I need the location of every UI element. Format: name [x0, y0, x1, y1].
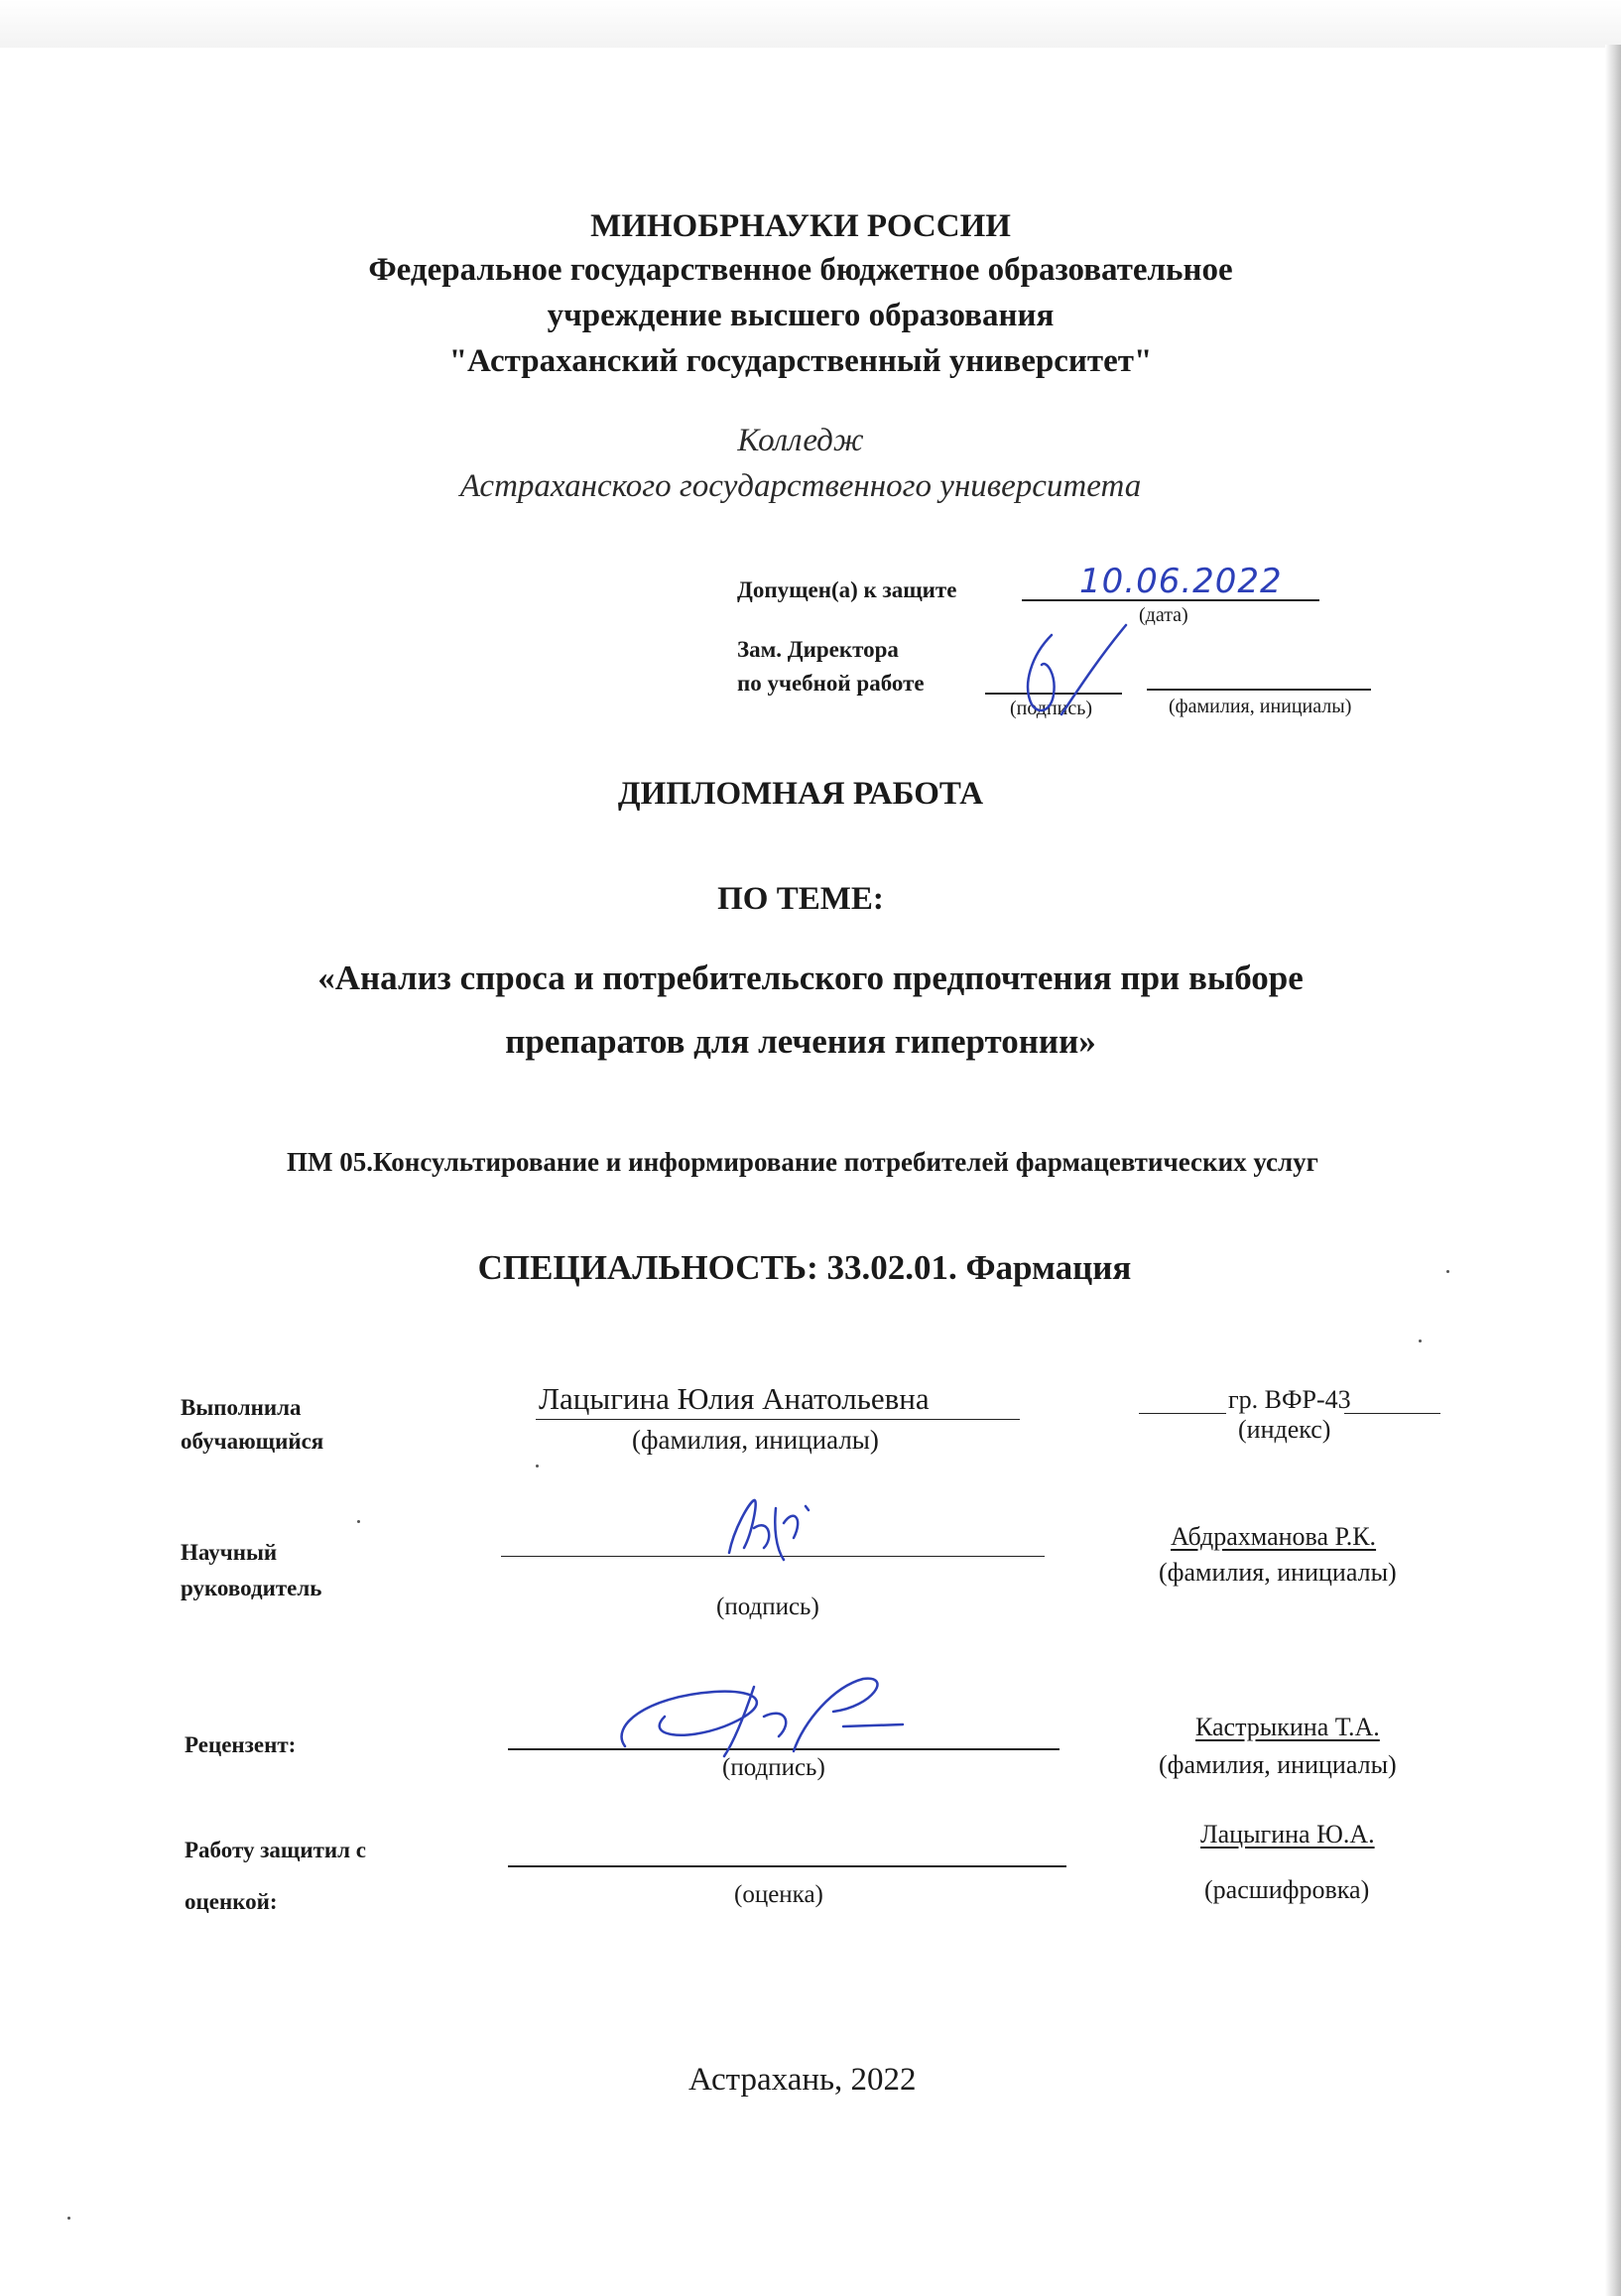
deputy-signature — [1002, 615, 1141, 724]
student-name: Лацыгина Юлия Анатольевна — [539, 1381, 930, 1416]
group-line-left — [1139, 1413, 1226, 1414]
college-line-1: Колледж — [737, 423, 864, 458]
scan-speck — [67, 2217, 70, 2220]
scan-speck — [357, 1520, 360, 1523]
topic-label: ПО ТЕМЕ: — [717, 881, 884, 917]
work-type: ДИПЛОМНАЯ РАБОТА — [617, 776, 984, 812]
student-label-1: Выполнила — [181, 1395, 302, 1420]
defense-name: Лацыгина Ю.А. — [1200, 1820, 1375, 1849]
reviewer-name-caption: (фамилия, инициалы) — [1159, 1750, 1397, 1779]
student-name-line — [536, 1419, 1020, 1420]
city-year: Астрахань, 2022 — [688, 2062, 917, 2098]
supervisor-signature-caption: (подпись) — [716, 1594, 819, 1620]
topic-line-1: «Анализ спроса и потребительского предпочтения при выборе — [317, 958, 1304, 997]
student-name-caption: (фамилия, инициалы) — [632, 1425, 879, 1455]
scan-speck — [536, 1465, 539, 1467]
grade-caption: (оценка) — [734, 1881, 823, 1908]
deputy-label-1: Зам. Директора — [737, 637, 899, 662]
topic-line-2: препаратов для лечения гипертонии» — [505, 1022, 1096, 1061]
reviewer-signature-caption: (подпись) — [722, 1754, 825, 1781]
admission-label: Допущен(а) к защите — [737, 577, 957, 602]
student-label-2: обучающийся — [181, 1429, 324, 1454]
supervisor-name-caption: (фамилия, инициалы) — [1159, 1558, 1397, 1587]
institution-line-1: Федеральное государственное бюджетное образовательное — [368, 252, 1233, 288]
specialty: СПЕЦИАЛЬНОСТЬ: 33.02.01. Фармация — [477, 1248, 1132, 1287]
grade-line — [508, 1865, 1066, 1867]
reviewer-name: Кастрыкина Т.А. — [1195, 1713, 1380, 1741]
scan-top-shadow — [0, 0, 1621, 48]
supervisor-label-2: руководитель — [181, 1576, 322, 1600]
supervisor-name: Абдрахманова Р.К. — [1171, 1522, 1377, 1551]
student-group: гр. ВФР-43 — [1228, 1385, 1351, 1414]
deputy-signature-caption: (подпись) — [1010, 698, 1093, 719]
supervisor-signature — [714, 1488, 823, 1568]
reviewer-label: Рецензент: — [185, 1732, 297, 1757]
date-caption: (дата) — [1139, 604, 1188, 626]
scan-speck — [1419, 1339, 1422, 1342]
deputy-label-2: по учебной работе — [737, 671, 925, 696]
defense-name-caption: (расшифровка) — [1204, 1875, 1370, 1904]
group-caption: (индекс) — [1238, 1415, 1331, 1444]
deputy-name-caption: (фамилия, инициалы) — [1169, 696, 1352, 717]
supervisor-label-1: Научный — [181, 1540, 278, 1565]
college-line-2: Астраханского государственного университета — [459, 468, 1142, 504]
defense-label-2: оценкой: — [185, 1889, 278, 1914]
university-name: "Астраханский государственный университет" — [448, 343, 1153, 379]
admission-date: 10.06.2022 — [1079, 562, 1283, 601]
defense-label-1: Работу защитил с — [185, 1838, 367, 1862]
scan-speck — [1446, 1270, 1449, 1273]
ministry-name: МИНОБРНАУКИ РОССИИ — [590, 208, 1011, 244]
group-line-right — [1344, 1413, 1440, 1414]
institution-line-2: учреждение высшего образования — [547, 298, 1055, 333]
professional-module: ПМ 05.Консультирование и информирование потребителей фармацевтических услуг — [287, 1147, 1318, 1177]
deputy-name-line — [1147, 689, 1371, 691]
